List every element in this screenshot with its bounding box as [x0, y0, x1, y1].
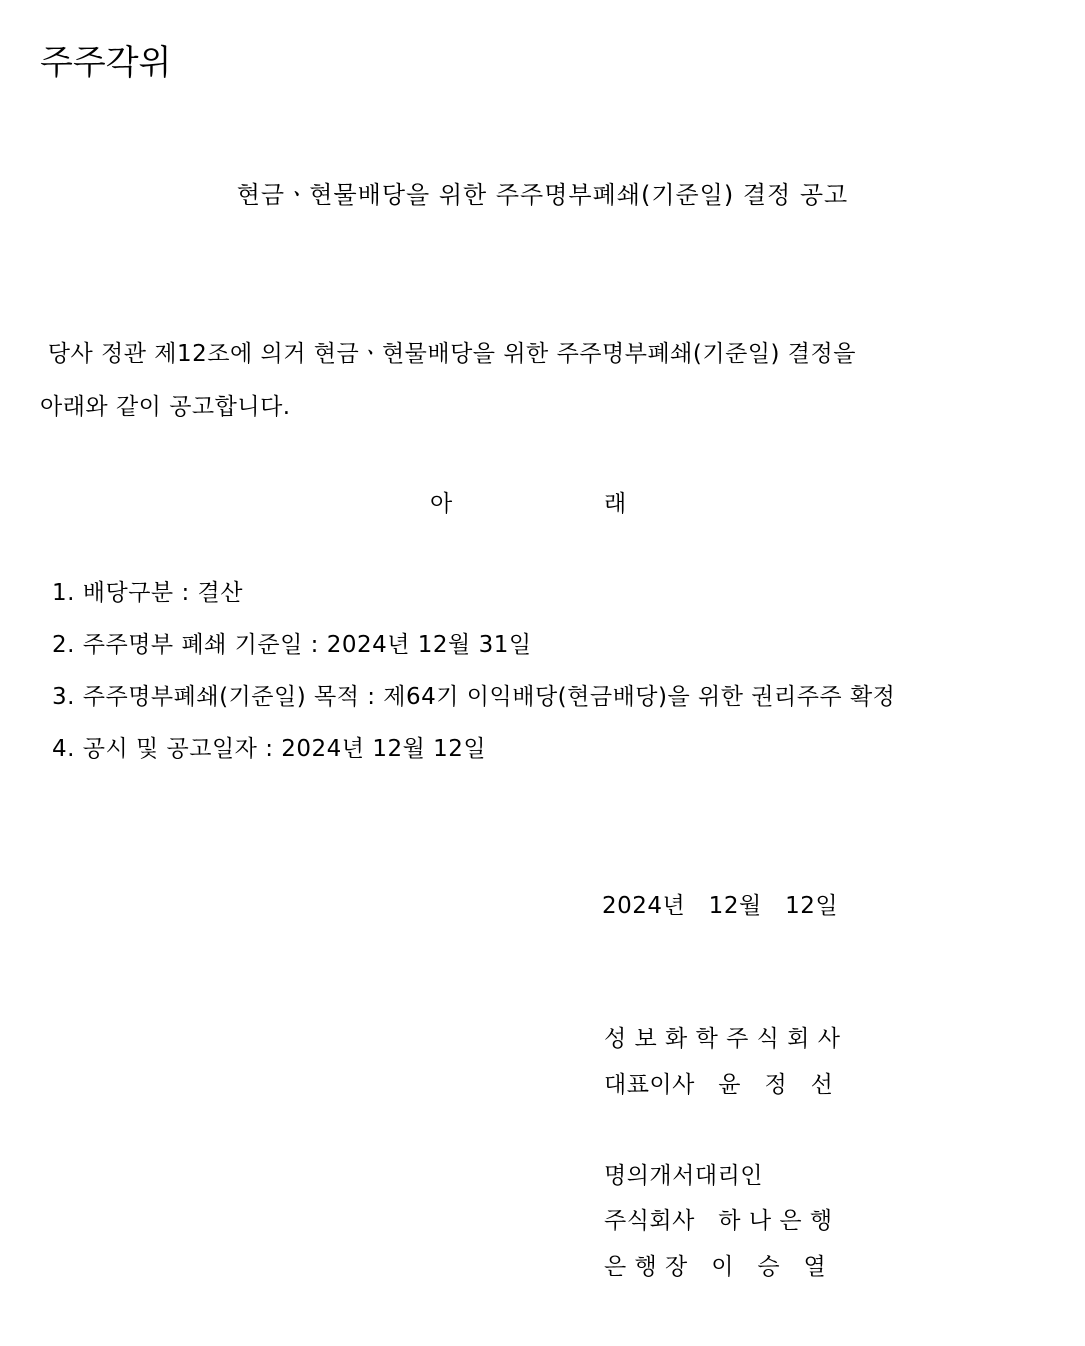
body-line-2: 아래와 같이 공고합니다.: [40, 394, 291, 420]
list-item: 1. 배당구분 : 결산: [52, 580, 243, 606]
registrar-head: 은 행 장 이 승 열: [604, 1254, 827, 1280]
document-title: 현금ㆍ현물배당을 위한 주주명부폐쇄(기준일) 결정 공고: [236, 181, 849, 209]
company-name: 성 보 화 학 주 식 회 사: [604, 1026, 841, 1052]
list-item: 4. 공시 및 공고일자 : 2024년 12월 12일: [52, 736, 487, 762]
registrar-company: 주식회사 하 나 은 행: [604, 1208, 833, 1234]
body-line-1: 당사 정관 제12조에 의거 현금ㆍ현물배당을 위한 주주명부폐쇄(기준일) 결정을: [40, 341, 856, 367]
list-item: 2. 주주명부 폐쇄 기준일 : 2024년 12월 31일: [52, 632, 532, 658]
below-heading-left: 아: [430, 491, 453, 517]
list-item: 3. 주주명부폐쇄(기준일) 목적 : 제64기 이익배당(현금배당)을 위한 권리주주 확정: [52, 684, 896, 710]
below-heading-right: 래: [604, 491, 627, 517]
registrar-title: 명의개서대리인: [604, 1163, 764, 1189]
announcement-date: 2024년 12월 12일: [602, 893, 839, 919]
company-representative: 대표이사 윤 정 선: [604, 1072, 834, 1098]
salutation: 주주각위: [40, 43, 172, 83]
